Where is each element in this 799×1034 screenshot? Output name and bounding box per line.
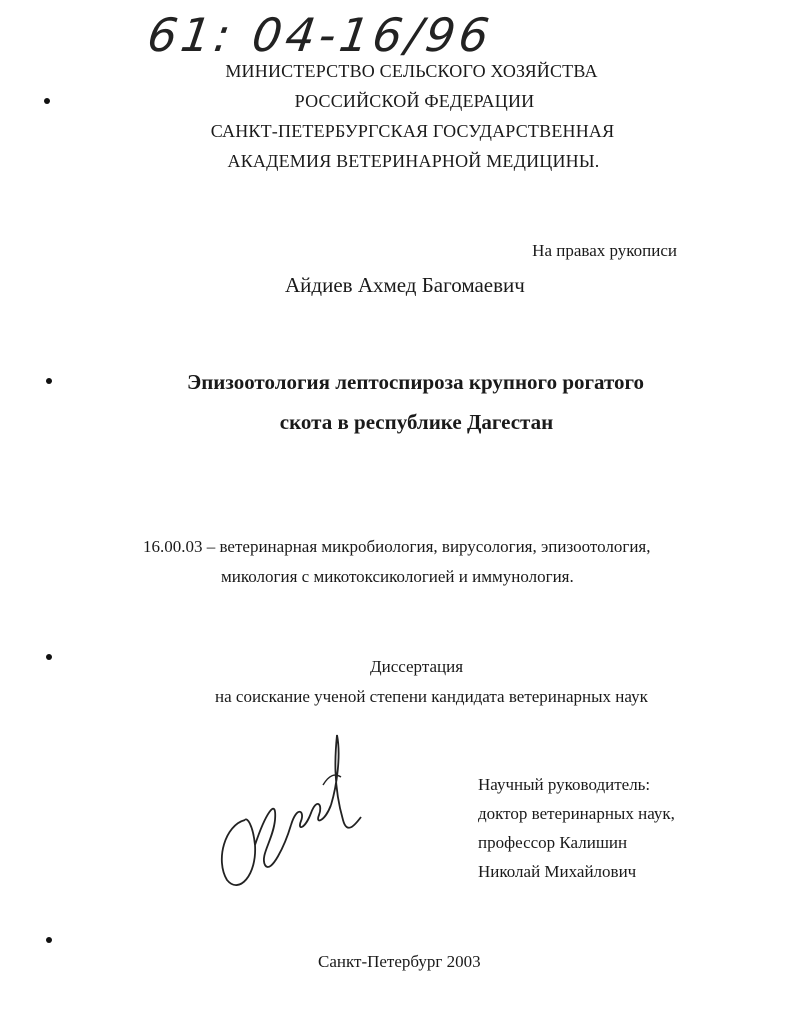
binder-hole-4 — [46, 937, 52, 943]
dissertation-title-line-1: Эпизоотология лептоспироза крупного рогатого — [186, 370, 645, 394]
degree-purpose: на соискание ученой степени кандидата ветеринарных наук — [215, 687, 648, 706]
manuscript-rights: На правах рукописи — [532, 241, 677, 260]
supervisor-degree: доктор ветеринарных наук, — [478, 804, 675, 823]
supervisor-title-name: профессор Калишин — [478, 833, 628, 852]
institution-line-2: РОССИЙСКОЙ ФЕДЕРАЦИИ — [294, 91, 535, 111]
document-type: Диссертация — [370, 657, 464, 676]
place-year: Санкт-Петербург 2003 — [318, 952, 481, 971]
institution-line-4: АКАДЕМИЯ ВЕТЕРИНАРНОЙ МЕДИЦИНЫ. — [227, 151, 600, 171]
specialty-line-2: микология с микотоксикологией и иммунология. — [221, 567, 574, 586]
dissertation-title-line-2: скота в республике Дагестан — [279, 410, 554, 434]
handwritten-signature — [205, 725, 365, 895]
supervisor-label: Научный руководитель: — [478, 775, 651, 794]
specialty-line-1: 16.00.03 – ветеринарная микробиология, вирусология, эпизоотология, — [143, 537, 651, 556]
author-name: Айдиев Ахмед Багомаевич — [285, 273, 525, 297]
binder-hole-3 — [46, 654, 52, 660]
supervisor-name: Николай Михайлович — [478, 862, 637, 881]
institution-line-1: МИНИСТЕРСТВО СЕЛЬСКОГО ХОЗЯЙСТВА — [225, 61, 598, 81]
institution-line-3: САНКТ-ПЕТЕРБУРГСКАЯ ГОСУДАРСТВЕННАЯ — [210, 121, 615, 141]
archive-number: 61: 04-16/96 — [144, 8, 497, 62]
